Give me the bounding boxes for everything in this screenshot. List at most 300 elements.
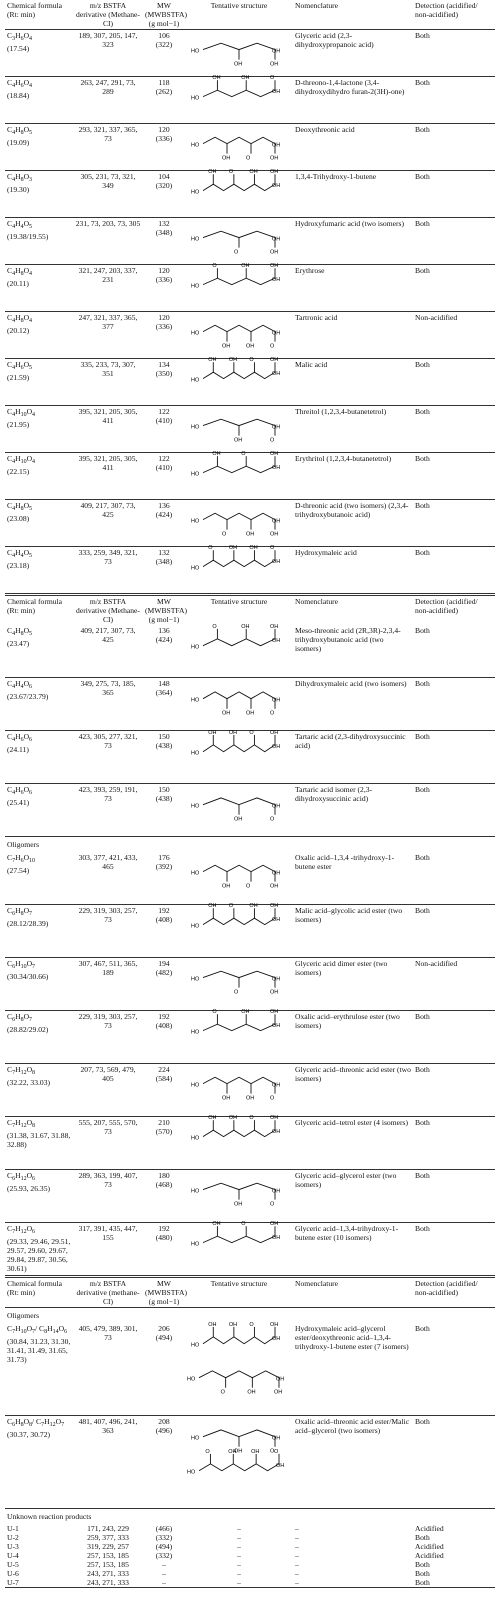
mw-cell [143, 1117, 185, 1170]
svg-text:OH: OH [272, 870, 281, 877]
detection-cell: Both [413, 1578, 495, 1588]
nomenclature-cell: Glyceric acid–tetrol ester (4 isomers) [295, 1118, 409, 1127]
svg-text:OH: OH [272, 803, 281, 810]
detection-cell: Acidified [415, 1551, 444, 1560]
nomenclature-cell: Hydroxymaleic acid–glycerol ester/deoxythreonic acid–1,3,4-trihydroxy-1-butene ester (7 isomers) [295, 1324, 409, 1351]
svg-text:O: O [246, 883, 251, 890]
svg-text:HO: HO [191, 330, 200, 337]
svg-text:OH: OH [251, 1448, 260, 1455]
svg-text:HO: HO [191, 377, 200, 384]
mz-cell: 409, 217, 307, 73, 425 [80, 501, 136, 519]
formula-text: $C_4H_4O_5$ [7, 548, 33, 559]
detection-cell: Both [415, 1224, 430, 1233]
mw-bstfa-value: (584) [155, 1074, 173, 1083]
svg-text:OH: OH [249, 169, 258, 176]
mw-bstfa-value: (438) [155, 794, 173, 803]
mw-bstfa-value: (392) [155, 862, 173, 871]
svg-text:OH: OH [246, 531, 255, 538]
retention-time: (19.38/19.55) [7, 232, 49, 241]
table-row [5, 547, 495, 595]
mw-value: 150 [158, 785, 170, 794]
retention-time: (17.54) [7, 44, 30, 53]
unknown-id: U-3 [7, 1542, 19, 1551]
svg-text:OH: OH [272, 330, 281, 337]
mw-value: 104 [158, 172, 170, 181]
retention-time: (18.84) [7, 91, 30, 100]
svg-text:HO: HO [191, 697, 200, 704]
mz-cell: 303, 377, 421, 433, 465 [78, 853, 138, 871]
retention-time: (23.08) [7, 514, 30, 523]
table-row [5, 1011, 495, 1064]
mz-cell: 257, 153, 185 [87, 1551, 129, 1560]
structure-drawing [191, 220, 287, 256]
nomenclature-cell: – [295, 1533, 299, 1542]
mw-bstfa-value: (410) [155, 463, 173, 472]
nomenclature-cell: Dihydroxymaleic acid (two isomers) [295, 679, 407, 688]
table-row [5, 731, 495, 784]
mw-cell: – [162, 1560, 166, 1569]
svg-text:OH: OH [234, 61, 243, 68]
mw-bstfa-value: (336) [155, 275, 173, 284]
detection-cell: Both [415, 1533, 430, 1542]
table-row [5, 625, 495, 678]
svg-text:O: O [270, 437, 275, 444]
svg-text:HO: HO [191, 95, 200, 102]
formula-text: $C_6H_{12}O_6$ [7, 1171, 36, 1182]
svg-text:O: O [228, 903, 234, 910]
mw-cell [143, 678, 185, 731]
svg-text:OH: OH [212, 451, 221, 458]
retention-time: (28.82/29.02) [7, 1025, 49, 1034]
table-row [5, 1578, 495, 1588]
mw-bstfa-value: (336) [155, 322, 173, 331]
svg-text:HO: HO [191, 870, 200, 877]
structure-cell [185, 678, 293, 731]
svg-text:OH: OH [272, 1235, 281, 1242]
mw-cell [143, 625, 185, 678]
retention-time: (25.93, 26.35) [7, 1184, 51, 1193]
structure-drawing [191, 623, 287, 661]
formula-text: $C_4H_6O_6$ [7, 785, 33, 796]
mw-bstfa-value: (336) [155, 134, 173, 143]
mz-cell: 243, 271, 333 [73, 1578, 143, 1588]
detection-cell: Both [415, 1012, 430, 1021]
formula-text: $C_4H_8O_3$ [7, 172, 33, 183]
svg-text:O: O [270, 816, 275, 823]
detection-cell: Both [415, 31, 430, 40]
svg-text:OH: OH [270, 1321, 279, 1328]
svg-text:OH: OH [222, 1095, 231, 1102]
nomenclature-cell: Oxalic acid–threonic acid ester/Malic acid–glycerol (two isomers) [295, 1417, 410, 1435]
svg-text:OH: OH [228, 545, 238, 552]
structure-drawing [191, 357, 287, 393]
svg-text:OH: OH [272, 559, 281, 566]
svg-text:HO: HO [191, 1029, 200, 1036]
structure-cell [185, 1223, 293, 1277]
header-formula-2: Chemical formula (Rt: min) [5, 595, 73, 626]
structure-cell: – [237, 1533, 241, 1542]
detection-cell: Both [415, 501, 430, 510]
table-row [5, 218, 495, 265]
part1-rows [5, 30, 495, 595]
section-oligomers-2: Oligomers [5, 1308, 495, 1324]
mz-cell: 229, 319, 303, 257, 73 [78, 906, 138, 924]
svg-text:OH: OH [241, 263, 250, 270]
table-row [5, 1323, 495, 1416]
structure-drawing [191, 960, 287, 996]
mw-value: 120 [158, 313, 170, 322]
formula-text: $C_4H_8O_5$ [7, 125, 33, 136]
retention-time: (21.59) [7, 373, 30, 382]
detection-cell: Both [415, 172, 430, 181]
mw-cell [143, 312, 185, 359]
svg-text:O: O [246, 155, 251, 162]
retention-time: (30.37, 30.72) [7, 1430, 51, 1439]
svg-text:OH: OH [249, 903, 258, 910]
mz-cell: 247, 321, 337, 365, 377 [78, 313, 138, 331]
mz-cell: 305, 231, 73, 321, 349 [80, 172, 136, 190]
mw-cell [143, 218, 185, 265]
header-nomenclature: Nomenclature [293, 0, 413, 30]
svg-text:OH: OH [222, 710, 231, 717]
nomenclature-cell: Tartaric acid isomer (2,3-dihydroxysuccinic acid) [295, 785, 373, 803]
svg-text:OH: OH [249, 545, 258, 552]
table-row [5, 852, 495, 905]
mw-cell [143, 500, 185, 547]
detection-cell: Both [415, 906, 430, 915]
formula-text: $C_7H_6O_{10}$ [7, 853, 36, 864]
svg-text:OH: OH [247, 1389, 256, 1396]
table-row [5, 453, 495, 500]
mw-value: 132 [158, 219, 170, 228]
formula-cell [5, 77, 73, 124]
formula-cell [5, 500, 73, 547]
structure-drawing [191, 169, 287, 205]
unknown-id: U-2 [7, 1533, 19, 1542]
formula-text: $C_4H_{10}O_4$ [7, 407, 36, 418]
mz-cell: 171, 243, 229 [87, 1524, 129, 1533]
svg-text:HO: HO [191, 803, 200, 810]
mz-cell: 259, 377, 333 [87, 1533, 129, 1542]
detection-cell: Both [415, 1560, 430, 1569]
formula-cell [5, 731, 73, 784]
svg-text:OH: OH [272, 183, 281, 190]
retention-time: (31.38, 31.67, 31.88, 32.88) [7, 1131, 71, 1149]
structure-drawing [191, 502, 287, 538]
svg-text:O: O [234, 989, 239, 996]
svg-text:HO: HO [191, 644, 200, 651]
svg-text:O: O [249, 729, 254, 736]
mw-cell [143, 453, 185, 500]
mw-bstfa-value: (468) [155, 1180, 173, 1189]
structure-cell [185, 905, 293, 958]
table-page [5, 0, 495, 1588]
nomenclature-cell: Glyceric acid–threonic acid ester (two isomers) [295, 1065, 411, 1083]
mw-bstfa-value: (408) [155, 915, 173, 924]
nomenclature-cell: Tartaric acid (2,3-dihydroxysuccinic acid) [295, 732, 406, 750]
structure-drawing [191, 263, 287, 299]
svg-text:OH: OH [270, 989, 279, 996]
svg-text:O: O [241, 1221, 246, 1228]
table-row [5, 312, 495, 359]
mw-value: 148 [158, 679, 170, 688]
svg-text:OH: OH [222, 155, 231, 162]
structure-cell [185, 1323, 293, 1416]
formula-text: $C_4H_6O_6$ [7, 732, 33, 743]
table-row [5, 1064, 495, 1117]
mw-bstfa-value: (480) [155, 1233, 173, 1242]
mw-cell [143, 265, 185, 312]
retention-time: (28.12/28.39) [7, 919, 49, 928]
structure-cell [185, 1117, 293, 1170]
nomenclature-cell: Hydroxymaleic acid [295, 548, 357, 557]
structure-cell [185, 852, 293, 905]
structure-cell [185, 30, 293, 77]
mz-cell: 409, 217, 307, 73, 425 [80, 626, 136, 644]
header-nomenclature-3: Nomenclature [293, 1277, 413, 1308]
formula-text: $C_6H_8O_7$ [7, 1012, 33, 1023]
header-mw-2: MW (MWBSTFA) (g mol−1) [143, 595, 185, 626]
mw-bstfa-value: (364) [155, 688, 173, 697]
structure-drawing [191, 126, 287, 162]
nomenclature-cell: – [295, 1542, 299, 1551]
svg-text:OH: OH [270, 1221, 279, 1228]
svg-text:O: O [212, 263, 217, 270]
mw-cell [143, 731, 185, 784]
svg-text:HO: HO [191, 976, 200, 983]
svg-text:OH: OH [272, 424, 281, 431]
retention-time: (19.09) [7, 138, 30, 147]
structure-drawing [191, 1115, 287, 1151]
formula-text: $C_7H_{10}O_7/$ $C_8H_{14}O_6$ [7, 1324, 68, 1335]
structure-cell [185, 77, 293, 124]
retention-time: (30.84, 31.23, 31.30, 31.41, 31.49, 31.65, 31.73) [7, 1337, 71, 1364]
structure-cell [185, 312, 293, 359]
svg-text:O: O [205, 1448, 210, 1455]
nomenclature-cell: Glyceric acid dimer ester (two isomers) [295, 959, 388, 977]
part2-rows [5, 625, 495, 837]
svg-text:OH: OH [270, 155, 279, 162]
svg-text:OH: OH [270, 61, 279, 68]
detection-cell: Non-acidified [415, 313, 458, 322]
svg-text:OH: OH [241, 623, 250, 630]
svg-text:O: O [220, 1389, 225, 1396]
svg-text:OH: OH [208, 1321, 217, 1328]
structure-cell: – [237, 1524, 241, 1533]
formula-cell [5, 678, 73, 731]
table-row [5, 124, 495, 171]
svg-text:OH: OH [272, 1335, 281, 1342]
detection-cell: Both [415, 1324, 430, 1333]
formula-cell [5, 453, 73, 500]
svg-text:OH: OH [234, 1448, 243, 1455]
formula-text: $C_7H_{12}O_6$ [7, 1224, 36, 1235]
formula-text: $C_4H_8O_4$ [7, 313, 33, 324]
svg-text:O: O [241, 451, 246, 458]
header-detection-2: Detection (acidified/ non-acidified) [413, 595, 495, 626]
mw-value: 192 [158, 906, 170, 915]
structure-cell [185, 1011, 293, 1064]
formula-text: $C_4H_8O_5$ [7, 626, 33, 637]
retention-time: (21.95) [7, 420, 30, 429]
oligomers2-rows [5, 1323, 495, 1509]
table-row [5, 958, 495, 1011]
mw-cell [143, 958, 185, 1011]
mw-bstfa-value: (348) [155, 557, 173, 566]
table-row [5, 265, 495, 312]
mz-cell: 333, 259, 349, 321, 73 [78, 548, 138, 566]
structure-drawing [191, 451, 287, 487]
svg-text:OH: OH [272, 1435, 281, 1442]
svg-text:OH: OH [270, 883, 279, 890]
svg-text:OH: OH [228, 357, 238, 364]
mw-bstfa-value: (350) [155, 369, 173, 378]
formula-cell [5, 1170, 73, 1223]
structure-cell: – [237, 1542, 241, 1551]
retention-time: (23.47) [7, 639, 30, 648]
mw-value: 134 [158, 360, 170, 369]
svg-text:OH: OH [270, 451, 279, 458]
svg-text:HO: HO [191, 565, 200, 572]
svg-text:HO: HO [191, 1188, 200, 1195]
svg-text:OH: OH [208, 729, 217, 736]
table-row [5, 1569, 495, 1578]
svg-text:OH: OH [270, 903, 279, 910]
mz-cell: 189, 307, 205, 147, 323 [78, 31, 138, 49]
mw-value: 122 [158, 407, 170, 416]
table-row [5, 406, 495, 453]
svg-text:O: O [212, 1009, 217, 1016]
mw-value: 132 [158, 548, 170, 557]
retention-time: (24.11) [7, 745, 29, 754]
svg-text:OH: OH [272, 371, 281, 378]
retention-time: (30.34/30.66) [7, 972, 49, 981]
svg-text:OH: OH [272, 743, 281, 750]
svg-text:HO: HO [187, 1469, 196, 1476]
mw-value: 224 [158, 1065, 170, 1074]
nomenclature-cell: Malic acid [295, 360, 328, 369]
formula-text: $C_6H_8O_8/$ $C_7H_{12}O_7$ [7, 1417, 65, 1428]
formula-cell [5, 265, 73, 312]
header-structure-3: Tentative structure [185, 1277, 293, 1308]
mw-value: 194 [158, 959, 170, 968]
structure-cell [185, 1064, 293, 1117]
svg-text:O: O [274, 1448, 279, 1455]
svg-text:OH: OH [208, 903, 217, 910]
mz-cell: 243, 271, 333 [87, 1569, 129, 1578]
formula-cell [5, 547, 73, 595]
table-row [5, 1416, 495, 1509]
formula-text: $C_6H_8O_7$ [7, 906, 33, 917]
svg-text:OH: OH [270, 729, 279, 736]
mz-cell: 349, 275, 73, 185, 365 [80, 679, 136, 697]
mw-cell [143, 359, 185, 406]
mz-cell: 231, 73, 203, 73, 305 [75, 219, 141, 228]
retention-time: (29.33, 29.46, 29.51, 29.57, 29.60, 29.67, 29.84, 29.87, 30.56, 30.61) [7, 1237, 71, 1273]
oligomers1-rows [5, 852, 495, 1277]
formula-cell [5, 1416, 73, 1509]
detection-cell: Both [415, 454, 430, 463]
mw-cell [143, 406, 185, 453]
table-row [5, 500, 495, 547]
structure-drawing [187, 1448, 291, 1486]
mw-bstfa-value: (438) [155, 741, 173, 750]
mw-cell [143, 547, 185, 595]
nomenclature-cell: Oxalic acid–erythrulose ester (two isomers) [295, 1012, 400, 1030]
unknown-id: U-5 [7, 1560, 19, 1569]
formula-cell [5, 406, 73, 453]
svg-text:OH: OH [241, 75, 250, 82]
structure-drawing [191, 1321, 287, 1359]
mw-value: 208 [158, 1417, 170, 1426]
svg-text:OH: OH [241, 1009, 250, 1016]
table-row [5, 30, 495, 77]
nomenclature-cell: 1,3,4-Trihydroxy-1-butene [295, 172, 377, 181]
nomenclature-cell: – [295, 1551, 299, 1560]
svg-text:OH: OH [276, 1376, 285, 1383]
structure-cell [185, 453, 293, 500]
table-row [5, 1542, 495, 1551]
formula-text: $C_4H_6O_5$ [7, 360, 33, 371]
retention-time: (27.54) [7, 866, 30, 875]
structure-cell [185, 265, 293, 312]
mz-cell: 263, 247, 291, 73, 289 [80, 78, 136, 96]
svg-text:HO: HO [191, 750, 200, 757]
formula-cell [5, 1323, 73, 1416]
mw-bstfa-value: (424) [155, 635, 173, 644]
detection-cell: Both [415, 78, 430, 87]
formula-cell [5, 852, 73, 905]
detection-cell: Both [415, 1118, 430, 1127]
svg-text:O: O [249, 357, 254, 364]
structure-cell: – [237, 1560, 241, 1569]
mz-cell: 319, 229, 257 [87, 1542, 129, 1551]
mw-cell: – [143, 1578, 185, 1588]
svg-text:HO: HO [191, 283, 200, 290]
structure-drawing [191, 314, 287, 350]
mw-value: 136 [158, 626, 170, 635]
mw-bstfa-value: (408) [155, 1021, 173, 1030]
mw-bstfa-value: (424) [155, 510, 173, 519]
svg-text:O: O [270, 545, 275, 552]
structure-cell [185, 218, 293, 265]
svg-text:HO: HO [191, 518, 200, 525]
svg-text:OH: OH [208, 169, 217, 176]
table-row [5, 1551, 495, 1560]
detection-cell: Both [415, 360, 430, 369]
mz-cell: 481, 407, 496, 241, 363 [78, 1417, 138, 1435]
formula-cell [5, 124, 73, 171]
mw-value: 106 [158, 31, 170, 40]
formula-cell [5, 1117, 73, 1170]
nomenclature-cell: Hydroxyfumaric acid (two isomers) [295, 219, 405, 228]
header-mz-3: m/z BSTFA derivative (methane-CI) [73, 1277, 143, 1308]
svg-text:OH: OH [246, 710, 255, 717]
mz-cell: 395, 321, 205, 305, 411 [78, 454, 138, 472]
section-unknown: Unknown reaction products [5, 1509, 495, 1525]
mz-cell: 423, 393, 259, 191, 73 [78, 785, 138, 803]
svg-text:OH: OH [228, 729, 238, 736]
mw-bstfa-value: (262) [155, 87, 173, 96]
svg-text:OH: OH [222, 883, 231, 890]
mw-cell [143, 77, 185, 124]
formula-text: $C_4H_4O_6$ [7, 679, 33, 690]
svg-text:O: O [270, 1448, 275, 1455]
mw-cell: – [162, 1569, 166, 1578]
mw-value: 136 [158, 501, 170, 510]
mw-cell [143, 852, 185, 905]
mz-cell: 321, 247, 203, 337, 231 [78, 266, 138, 284]
